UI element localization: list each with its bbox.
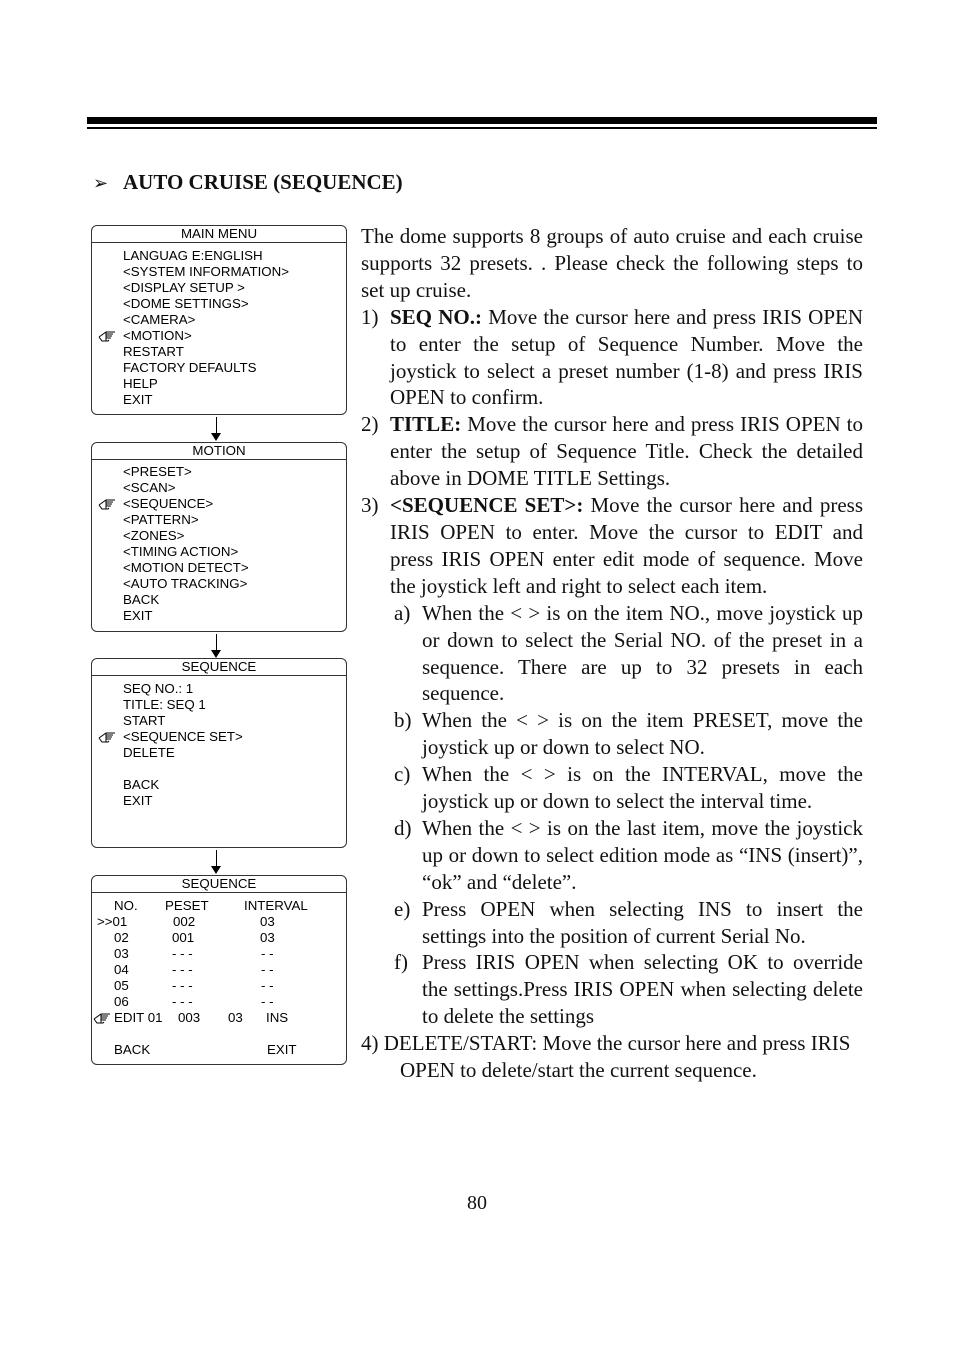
table-row — [92, 962, 346, 978]
cell-preset: - - - — [172, 962, 193, 977]
down-arrow-connector — [216, 417, 217, 439]
sub-step-d — [361, 815, 863, 896]
menu-item: <PATTERN> — [123, 512, 199, 527]
menu-item: TITLE: SEQ 1 — [123, 697, 206, 712]
exit-label: EXIT — [267, 1042, 297, 1057]
menu-item: <PRESET> — [123, 464, 192, 479]
step-text: Move the cursor here and press IRIS OPEN to enter. Move the cursor to EDIT and press IRIS OPEN enter edit mode of sequence. Move the joystick left and right to select each item. — [390, 493, 863, 598]
pointing-hand-icon — [93, 1010, 113, 1026]
sub-step-number: f) — [394, 950, 408, 975]
menu-item: <MOTION DETECT> — [123, 560, 249, 575]
sub-step-text: When the < > is on the item NO., move joystick up or down to select the Serial NO. of the preset in a sequence. There are up to 32 presets in each sequence. — [422, 600, 863, 706]
menu-item-sequence-set: <SEQUENCE SET> — [123, 729, 243, 744]
section-heading — [93, 170, 403, 195]
arrow-bullet-icon: ➢ — [93, 173, 109, 193]
table-footer-row — [92, 1042, 346, 1058]
sub-step-b — [361, 707, 863, 761]
step-number: 1) — [361, 304, 379, 329]
edit-mode: INS — [266, 1010, 289, 1025]
menu-item: FACTORY DEFAULTS — [123, 360, 257, 375]
step-1 — [361, 304, 863, 412]
menu-item: LANGUAG E:ENGLISH — [123, 248, 263, 263]
menu-item: <AUTO TRACKING> — [123, 576, 248, 591]
menu-item: SEQ NO.: 1 — [123, 681, 194, 696]
cell-no: 03 — [114, 946, 129, 961]
menu-item: HELP — [123, 376, 158, 391]
menu-item: <DISPLAY SETUP > — [123, 280, 245, 295]
menu-item: <TIMING ACTION> — [123, 544, 239, 559]
menu-item: <DOME SETTINGS> — [123, 296, 249, 311]
column-header: PESET — [165, 898, 209, 913]
step-text: Move the cursor here and press IRIS OPEN to enter the setup of Sequence Title. Check the detailed above in DOME TITLE Settings. — [390, 412, 863, 491]
step-number: 2) — [361, 412, 379, 437]
sub-step-c — [361, 761, 863, 815]
sub-step-e — [361, 896, 863, 950]
sub-step-text: When the < > is on the item PRESET, move the joystick up or down to select NO. — [422, 708, 863, 760]
down-arrow-connector — [216, 634, 217, 656]
edit-label: EDIT 01 — [114, 1010, 163, 1025]
cell-interval: - - — [261, 962, 274, 977]
menu-item: <CAMERA> — [123, 312, 196, 327]
cell-preset: - - - — [172, 994, 193, 1009]
menu-item: RESTART — [123, 344, 184, 359]
pointing-hand-icon — [98, 328, 118, 344]
menu-item: BACK — [123, 777, 160, 792]
sequence-menu-panel — [91, 658, 347, 848]
menu-item: <SYSTEM INFORMATION> — [123, 264, 289, 279]
cell-interval: - - — [261, 946, 274, 961]
cell-preset: - - - — [172, 978, 193, 993]
motion-menu-title: MOTION — [92, 443, 346, 460]
column-header: INTERVAL — [244, 898, 308, 913]
pointing-hand-icon — [98, 729, 118, 745]
main-menu-panel — [91, 225, 347, 415]
table-row — [92, 978, 346, 994]
cell-no: 05 — [114, 978, 129, 993]
table-row — [92, 946, 346, 962]
menu-item-sequence: <SEQUENCE> — [123, 496, 214, 511]
cell-interval: 03 — [260, 930, 275, 945]
section-title-text: AUTO CRUISE (SEQUENCE) — [123, 170, 403, 194]
top-rule-thick — [87, 117, 877, 124]
sub-step-text: Press OPEN when selecting INS to insert the settings into the position of current Serial No. — [422, 896, 863, 948]
edit-interval: 03 — [228, 1010, 243, 1025]
step-2 — [361, 411, 863, 492]
step-text: Move the cursor here and press IRIS OPEN to enter the setup of Sequence Number. Move the joystick to select a preset number (1-8) and press IRIS OPEN to confirm. — [390, 304, 863, 410]
menu-item: START — [123, 713, 166, 728]
sub-step-text: When the < > is on the last item, move the joystick up or down to select edition mode as “INS (insert)”, “ok” and “delete”. — [422, 815, 863, 894]
cell-no: >>01 — [97, 914, 128, 929]
menu-item: EXIT — [123, 392, 153, 407]
menu-item-motion: <MOTION> — [123, 328, 192, 343]
sub-step-number: a) — [394, 600, 411, 625]
step-number: 3) — [361, 493, 379, 518]
sub-step-text: Press IRIS OPEN when selecting OK to override the settings.Press IRIS OPEN when selecting delete to delete the settings — [422, 950, 863, 1029]
menu-item: EXIT — [123, 793, 153, 808]
table-row — [92, 930, 346, 946]
menu-item: DELETE — [123, 745, 175, 760]
intro-paragraph: The dome supports 8 groups of auto cruise and each cruise supports 32 presets. . Please check the following steps to set up cruise. — [361, 224, 863, 302]
step-label: SEQ NO.: — [390, 304, 482, 329]
instructions-text — [361, 223, 863, 1084]
step-label: TITLE: — [390, 412, 462, 437]
cell-no: 06 — [114, 994, 129, 1009]
cell-preset: 001 — [172, 930, 195, 945]
back-label: BACK — [114, 1042, 151, 1057]
sub-step-number: b) — [394, 708, 412, 733]
main-menu-title: MAIN MENU — [92, 226, 346, 243]
sub-step-text: When the < > is on the INTERVAL, move the joystick up or down to select the interval time. — [422, 762, 863, 814]
edit-row — [92, 1010, 346, 1026]
menu-item: <SCAN> — [123, 480, 176, 495]
menu-item: BACK — [123, 592, 160, 607]
table-row — [92, 914, 346, 930]
pointing-hand-icon — [98, 496, 118, 512]
table-header-row — [92, 898, 346, 914]
menu-item: <ZONES> — [123, 528, 185, 543]
menu-item: EXIT — [123, 608, 153, 623]
step-3 — [361, 492, 863, 600]
sequence-set-panel — [91, 875, 347, 1065]
cell-interval: - - — [261, 994, 274, 1009]
top-rule-thin — [87, 127, 877, 129]
cell-interval: 03 — [260, 914, 275, 929]
sequence-menu-title: SEQUENCE — [92, 659, 346, 676]
sub-step-number: d) — [394, 815, 412, 840]
page-number: 80 — [467, 1192, 487, 1214]
cell-no: 02 — [114, 930, 129, 945]
cell-preset: - - - — [172, 946, 193, 961]
sub-step-number: e) — [394, 896, 411, 921]
step-label: <SEQUENCE SET>: — [390, 493, 584, 518]
sequence-set-title: SEQUENCE — [92, 876, 346, 893]
motion-menu-panel — [91, 442, 347, 632]
column-header: NO. — [114, 898, 138, 913]
sub-step-a — [361, 600, 863, 708]
sub-step-f — [361, 949, 863, 1030]
edit-preset: 003 — [178, 1010, 201, 1025]
cell-no: 04 — [114, 962, 129, 977]
sub-step-number: c) — [394, 762, 411, 787]
cell-interval: - - — [261, 978, 274, 993]
down-arrow-connector — [216, 850, 217, 872]
table-row — [92, 994, 346, 1010]
cell-preset: 002 — [173, 914, 196, 929]
step-4: 4) DELETE/START: Move the cursor here and press IRIS OPEN to delete/start the current sequence. — [361, 1031, 851, 1083]
